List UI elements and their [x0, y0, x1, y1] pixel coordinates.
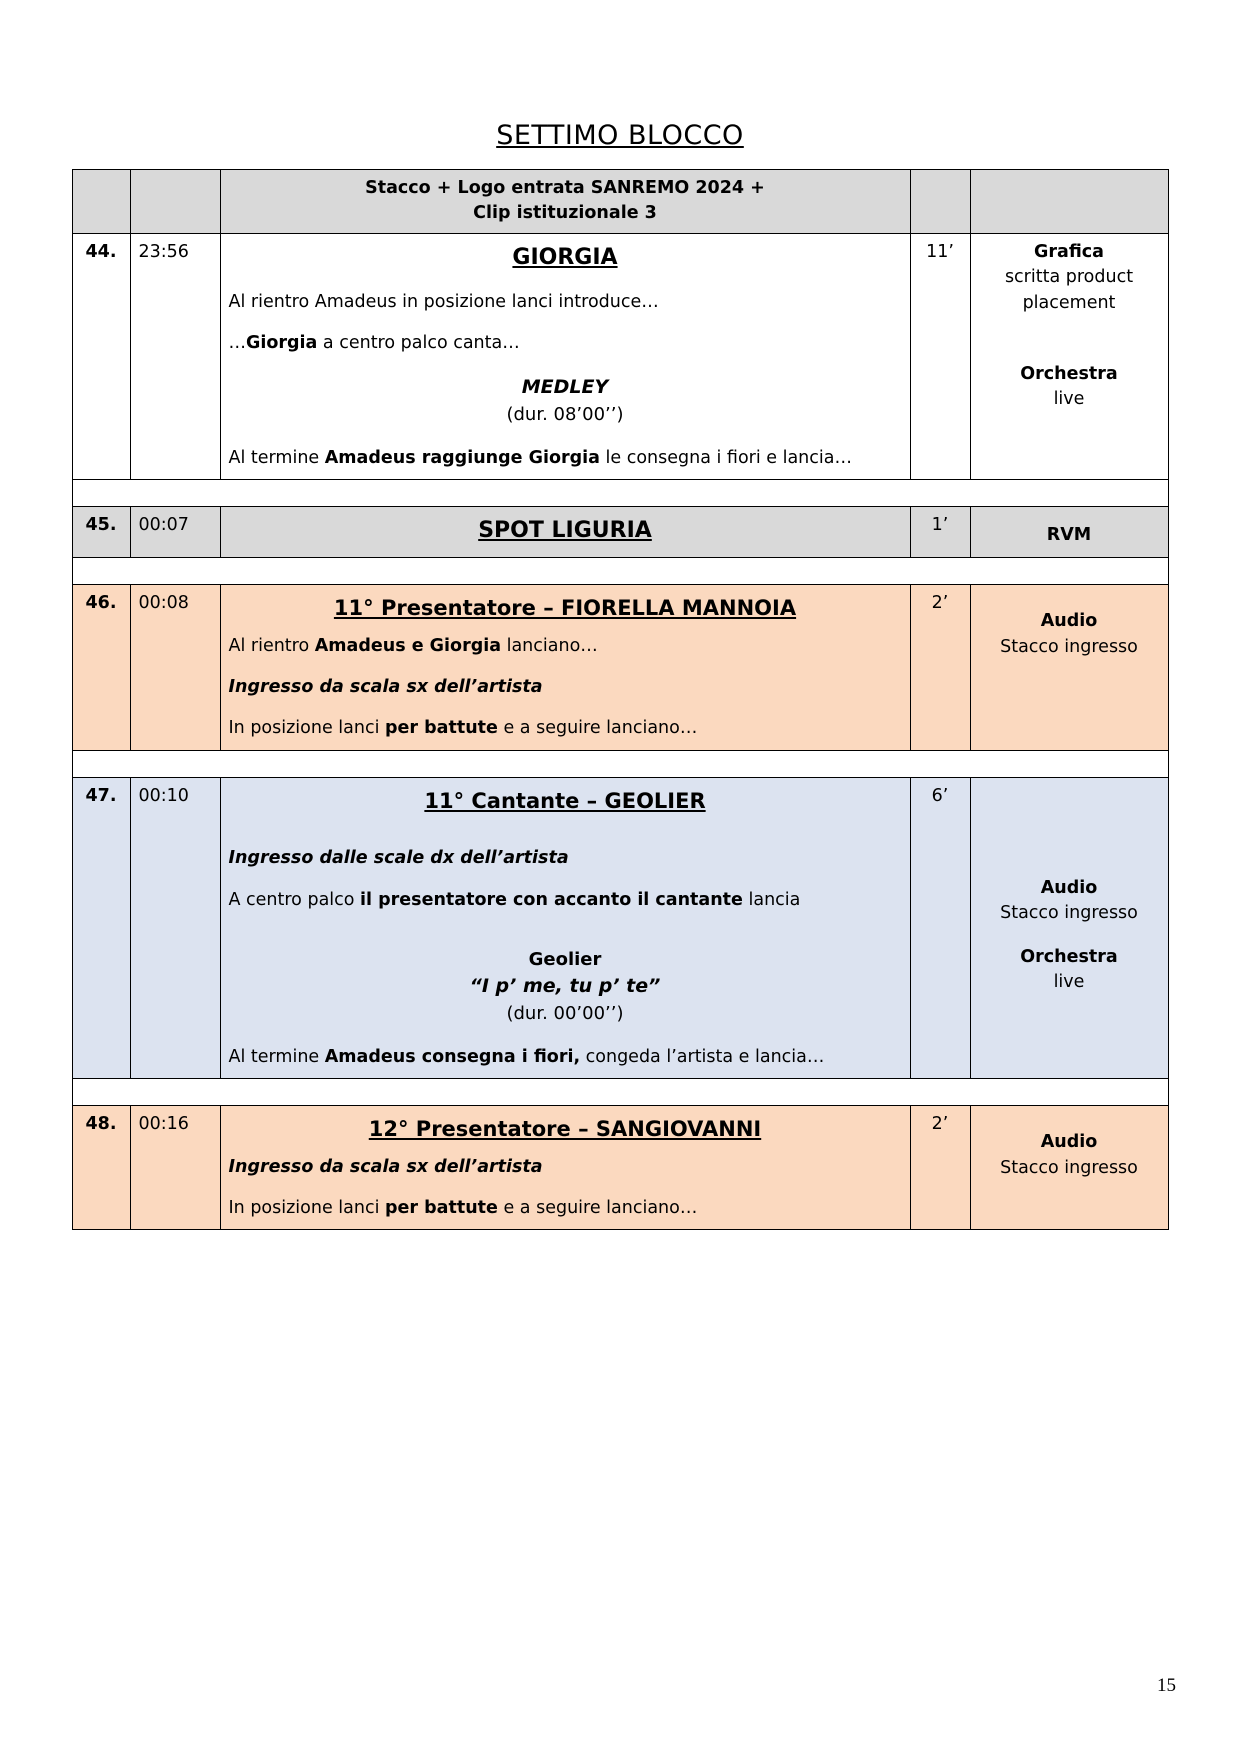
- table-row: [72, 1106, 1168, 1230]
- header-cell-notes: [970, 170, 1168, 234]
- row-notes: [970, 507, 1168, 558]
- song-name: MEDLEY: [521, 376, 609, 399]
- row-body: [220, 1106, 910, 1230]
- row-title: 12° Presentatore – SANGIOVANNI: [368, 1117, 762, 1142]
- row-number: 46.: [72, 585, 130, 751]
- song-duration: (dur. 08’00’’): [506, 403, 624, 425]
- row-title: 11° Cantante – GEOLIER: [424, 788, 706, 813]
- note-plain: scritta product placement: [1004, 267, 1134, 313]
- row-number: 45.: [72, 507, 130, 558]
- header-line-1: Stacco + Logo entrata SANREMO 2024 +: [365, 178, 765, 198]
- row-paragraph: In posizione lanci per battute e a seguire lanciano…: [228, 718, 698, 739]
- note-bold: RVM: [1046, 525, 1092, 546]
- row-title: SPOT LIGURIA: [478, 518, 652, 544]
- note-bold: Audio: [1040, 877, 1098, 898]
- page-title: SETTIMO BLOCCO: [496, 120, 744, 151]
- header-cell-time: [130, 170, 220, 234]
- row-title: 11° Presentatore – FIORELLA MANNOIA: [333, 596, 797, 621]
- row-body: [220, 585, 910, 751]
- row-duration: 2’: [910, 1106, 970, 1230]
- row-paragraph: In posizione lanci per battute e a seguire lanciano…: [228, 1197, 698, 1218]
- row-number: 48.: [72, 1106, 130, 1230]
- row-paragraph: Ingresso da scala sx dell’artista: [228, 1156, 543, 1177]
- row-spacer: [72, 480, 1168, 507]
- row-spacer: [72, 750, 1168, 777]
- header-cell-text: [220, 170, 910, 234]
- row-time: 23:56: [130, 233, 220, 480]
- row-duration: 6’: [910, 777, 970, 1078]
- note-bold: Audio: [1040, 1132, 1098, 1153]
- row-duration: 2’: [910, 585, 970, 751]
- note-bold: Orchestra: [1020, 363, 1118, 384]
- row-notes: [970, 777, 1168, 1078]
- note-plain: Stacco ingresso: [1000, 1157, 1138, 1178]
- note-plain: Stacco ingresso: [1000, 903, 1138, 924]
- row-title: GIORGIA: [512, 244, 618, 270]
- table-header-row: [72, 170, 1168, 234]
- row-paragraph: …Giorgia a centro palco canta…: [228, 333, 520, 354]
- row-time: 00:08: [130, 585, 220, 751]
- row-closing: Al termine Amadeus consegna i fiori, congeda l’artista e lancia…: [228, 1046, 825, 1067]
- note-bold: Grafica: [1034, 241, 1104, 262]
- row-duration: 1’: [910, 507, 970, 558]
- row-body: [220, 507, 910, 558]
- row-number: 47.: [72, 777, 130, 1078]
- row-paragraph: A centro palco il presentatore con accanto il cantante lancia: [228, 889, 801, 910]
- page-number: 15: [1157, 1675, 1176, 1696]
- row-notes: [970, 585, 1168, 751]
- rundown-table: [72, 169, 1169, 1230]
- row-spacer: [72, 1079, 1168, 1106]
- row-body: [220, 777, 910, 1078]
- header-line-2: Clip istituzionale 3: [473, 203, 657, 224]
- row-time: 00:10: [130, 777, 220, 1078]
- note-bold: Orchestra: [1020, 946, 1118, 967]
- row-closing: Al termine Amadeus raggiunge Giorgia le consegna i fiori e lancia…: [228, 448, 852, 469]
- row-time: 00:16: [130, 1106, 220, 1230]
- table-row: [72, 233, 1168, 480]
- row-notes: [970, 1106, 1168, 1230]
- song-name: “I p’ me, tu p’ te”: [469, 975, 661, 998]
- note-plain: Stacco ingresso: [1000, 636, 1138, 657]
- table-row: [72, 777, 1168, 1078]
- row-time: 00:07: [130, 507, 220, 558]
- row-paragraph: Al rientro Amadeus in posizione lanci introduce…: [228, 291, 659, 312]
- row-body: [220, 233, 910, 480]
- song-block: [229, 374, 902, 428]
- row-paragraph: Ingresso dalle scale dx dell’artista: [228, 848, 569, 869]
- header-cell-duration: [910, 170, 970, 234]
- note-plain: live: [1053, 971, 1085, 992]
- song-duration: (dur. 00’00’’): [506, 1002, 624, 1024]
- row-duration: 11’: [910, 233, 970, 480]
- note-plain: live: [1053, 389, 1085, 410]
- row-number: 44.: [72, 233, 130, 480]
- table-row: [72, 585, 1168, 751]
- note-bold: Audio: [1040, 611, 1098, 632]
- header-cell-num: [72, 170, 130, 234]
- song-block: [229, 947, 902, 1027]
- table-row: [72, 507, 1168, 558]
- row-paragraph: Al rientro Amadeus e Giorgia lanciano…: [228, 635, 598, 656]
- row-paragraph: Ingresso da scala sx dell’artista: [228, 677, 543, 698]
- song-artist: Geolier: [528, 949, 602, 971]
- row-spacer: [72, 558, 1168, 585]
- row-notes: [970, 233, 1168, 480]
